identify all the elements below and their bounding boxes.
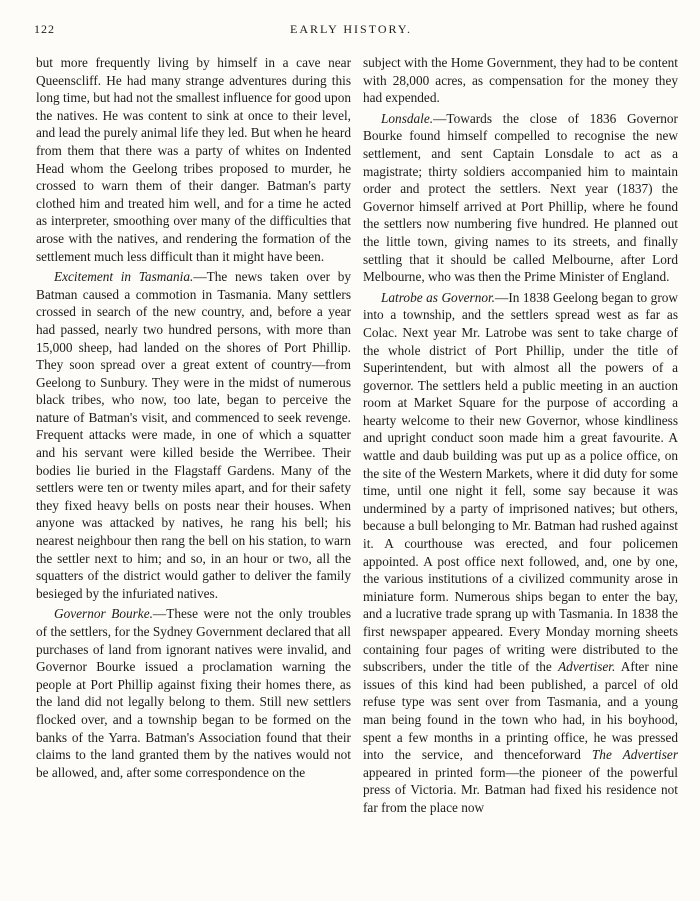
paragraph-text: subject with the Home Government, they had to be content with 28,000 acres, as compensation for the money they had expended. <box>363 55 678 106</box>
paragraph-text: —The news taken over by Batman caused a commotion in Tasmania. Many settlers crossed in search of the new country, and, before a year had passed, nearly two hundred persons, with more than 15,000 sheep, had landed on the shores of Port Phillip. They soon spread over a great extent of country—from Geelong to Sunbury. They were in the midst of numerous black tribes, who now, too late, began to perceive the nature of Batman's visit, and commenced to seek revenge. Frequent attacks were made, in one of which a squatter and his servant were killed beside the Werribee. Their bodies lie buried in the Flagstaff Gardens. Many of the settlers were ten or twenty miles apart, and for their safety they fixed heavy bells on posts near their houses. When anyone was attacked by natives, he rang his bell; his nearest neighbour then rang the bell on his station, to warn the settler next to him; and so, in an hour or two, all the squatters of the district would gather to deliver the family besieged by the infuriated natives. <box>36 269 351 601</box>
paragraph-excitement-in-tasmania <box>36 268 351 602</box>
section-heading: Latrobe as Governor. <box>381 289 496 305</box>
paragraph-text: —Towards the close of 1836 Governor Bourke found himself compelled to recognise the new settlement, and sent Captain Lonsdale to act as a magistrate; thirty soldiers accompanied him to maintain order and protect the settlers. Next year (1837) the Governor himself arrived at Port Phillip, where he found the settlers now numbering five hundred. He planned out the little town, giving names to its streets, and finally settling that it should be called Melbourne, after Lord Melbourne, who was then the Prime Minister of England. <box>363 110 678 285</box>
running-title: EARLY HISTORY. <box>290 22 412 36</box>
page-header <box>34 22 668 42</box>
section-heading: Governor Bourke. <box>54 606 153 622</box>
paragraph-lonsdale <box>363 110 678 286</box>
newspaper-title: The Advertiser <box>591 747 679 763</box>
right-column <box>363 54 678 817</box>
paragraph-text: —These were not the only troubles of the settlers, for the Sydney Government declared that all purchases of land from ignorant natives were invalid, and Governor Bourke issued a proclamation warning the people at Port Phillip against fixing their homes there, as the land did not legally belong to them. Still new settlers flocked over, and a township began to be formed on the banks of the Yarra. Batman's Association found that their claims to the land granted them by the natives would not be allowed, and, after some correspondence on the <box>36 606 351 780</box>
paragraph-continued <box>36 54 351 265</box>
paragraph-text: but more frequently living by himself in a cave near Queenscliff. He had many strange adventures during this long time, but had not the smallest influence for good upon the natives. He was content to sink at once to their level, and lead the purely animal life they led. But when he heard from them that there was a party of whites on Indented Head whom the Geelong tribes proposed to murder, he crossed to warn them of their danger. Batman's party clothed him and treated him well, and for a time he acted as interpreter, smoothing over many of the difficulties that arose with the natives, and rendering the formation of the settlement much less difficult than it might have been. <box>36 55 352 264</box>
paragraph-latrobe-as-governor <box>363 289 678 817</box>
paragraph-text: —In 1838 Geelong began to grow into a township, and the settlers spread west as far as Colac. Next year Mr. Latrobe was sent to take charge of the whole district of Port Phillip, under the title of Superintendent, but with almost all the powers of a governor. The settlers held a public meeting in an auction room at Market Square for the purpose of according a hearty welcome to their new Governor, whose kindliness and upright conduct soon made him a great favourite. A wattle and daub building was put up as a police office, on the site of the Western Markets, where it did duty for some time, until one night it fell, some say because it was undermined by a party of imprisoned natives; but others, because a bull belonging to Mr. Batman had rushed against it. A courthouse was erected, and four policemen appointed. A post office next followed, and, one by one, the various institutions of a civilized community arose in miniature form. Numerous ships began to enter the bay, and a lucrative trade sprang up with Tasmania. In 1838 the first newspaper appeared. Every Monday morning sheets containing four pages of writing were distributed to the subscribers, under the title of the <box>363 289 678 675</box>
paragraph-governor-bourke <box>36 605 351 781</box>
left-column <box>36 54 351 781</box>
section-heading: Lonsdale. <box>381 110 434 126</box>
section-heading: Excitement in Tasmania. <box>54 269 194 285</box>
newspaper-title: Advertiser. <box>558 659 616 675</box>
paragraph-text: appeared in printed form—the pioneer of the powerful press of Victoria. Mr. Batman had fixed his residence not far from the place now <box>363 764 678 815</box>
paragraph-text: After nine issues of this kind had been published, a parcel of old refuse type was sent over from Tasmania, and a young man being found in the town who had, in his boyhood, spent a few months in a printing office, he was pressed into the service, and thenceforward <box>363 659 678 763</box>
page-number: 122 <box>34 22 55 36</box>
paragraph-continued <box>363 54 678 107</box>
